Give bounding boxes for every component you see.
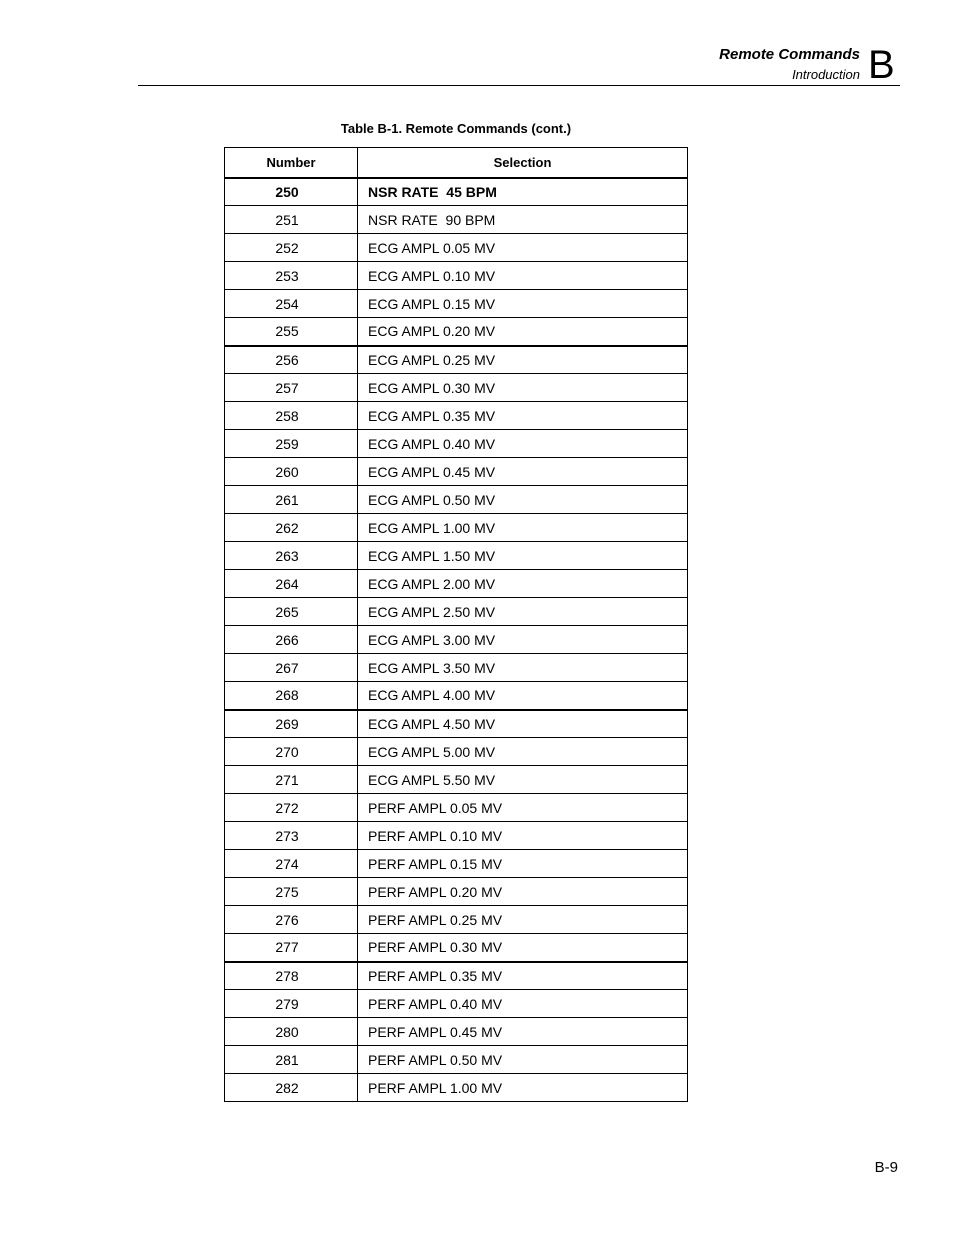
command-number: 280 [225, 1018, 358, 1046]
command-selection: PERF AMPL 0.20 MV [358, 878, 688, 906]
table-row [225, 766, 688, 794]
command-number: 281 [225, 1046, 358, 1074]
command-selection: ECG AMPL 1.50 MV [358, 542, 688, 570]
table-row [225, 794, 688, 822]
command-selection: ECG AMPL 3.50 MV [358, 654, 688, 682]
command-number: 264 [225, 570, 358, 598]
command-number: 270 [225, 738, 358, 766]
table-caption: Table B-1. Remote Commands (cont.) [340, 121, 572, 136]
command-number: 254 [225, 290, 358, 318]
command-selection: PERF AMPL 0.35 MV [358, 962, 688, 990]
command-number: 259 [225, 430, 358, 458]
table-row [225, 906, 688, 934]
table-row [225, 682, 688, 710]
command-selection: ECG AMPL 4.00 MV [358, 682, 688, 710]
command-selection: ECG AMPL 3.00 MV [358, 626, 688, 654]
command-number: 279 [225, 990, 358, 1018]
command-number: 271 [225, 766, 358, 794]
command-number: 251 [225, 206, 358, 234]
table-body [225, 178, 688, 1102]
command-selection: ECG AMPL 0.25 MV [358, 346, 688, 374]
table-row [225, 878, 688, 906]
command-number: 258 [225, 402, 358, 430]
table-row [225, 654, 688, 682]
table-row [225, 934, 688, 962]
command-selection: ECG AMPL 0.35 MV [358, 402, 688, 430]
table-row [225, 738, 688, 766]
command-number: 252 [225, 234, 358, 262]
command-number: 250 [225, 178, 358, 206]
table-row [225, 850, 688, 878]
table-row [225, 346, 688, 374]
command-selection: PERF AMPL 0.50 MV [358, 1046, 688, 1074]
command-selection: ECG AMPL 2.50 MV [358, 598, 688, 626]
command-number: 278 [225, 962, 358, 990]
command-selection: PERF AMPL 0.05 MV [358, 794, 688, 822]
table-header-row [225, 148, 688, 178]
command-selection: ECG AMPL 0.50 MV [358, 486, 688, 514]
command-selection: PERF AMPL 0.15 MV [358, 850, 688, 878]
appendix-letter: B [868, 43, 895, 87]
table-row [225, 374, 688, 402]
command-selection: ECG AMPL 0.05 MV [358, 234, 688, 262]
section-subtitle: Introduction [792, 67, 860, 82]
command-selection: PERF AMPL 0.10 MV [358, 822, 688, 850]
table-row [225, 486, 688, 514]
table-row [225, 570, 688, 598]
command-number: 273 [225, 822, 358, 850]
table-row [225, 990, 688, 1018]
command-number: 261 [225, 486, 358, 514]
command-number: 260 [225, 458, 358, 486]
table-row [225, 962, 688, 990]
table-row [225, 262, 688, 290]
table-row [225, 458, 688, 486]
remote-commands-table [224, 147, 688, 1102]
table-row [225, 598, 688, 626]
command-number: 274 [225, 850, 358, 878]
table-row [225, 1046, 688, 1074]
command-number: 262 [225, 514, 358, 542]
command-selection: PERF AMPL 0.30 MV [358, 934, 688, 962]
table-row [225, 234, 688, 262]
table-row [225, 1018, 688, 1046]
command-number: 276 [225, 906, 358, 934]
command-number: 255 [225, 318, 358, 346]
command-number: 263 [225, 542, 358, 570]
table-row [225, 542, 688, 570]
command-selection: ECG AMPL 5.50 MV [358, 766, 688, 794]
table-row [225, 822, 688, 850]
command-selection: ECG AMPL 0.20 MV [358, 318, 688, 346]
table-row [225, 290, 688, 318]
table-row [225, 318, 688, 346]
command-selection: NSR RATE 90 BPM [358, 206, 688, 234]
table-row [225, 514, 688, 542]
column-header-number: Number [225, 148, 358, 178]
command-number: 275 [225, 878, 358, 906]
command-number: 266 [225, 626, 358, 654]
command-selection: ECG AMPL 1.00 MV [358, 514, 688, 542]
command-number: 253 [225, 262, 358, 290]
column-header-selection: Selection [358, 148, 688, 178]
command-selection: ECG AMPL 5.00 MV [358, 738, 688, 766]
command-selection: ECG AMPL 0.45 MV [358, 458, 688, 486]
page-number: B-9 [874, 1159, 898, 1176]
command-selection: PERF AMPL 1.00 MV [358, 1074, 688, 1102]
command-selection: NSR RATE 45 BPM [358, 178, 688, 206]
command-selection: ECG AMPL 4.50 MV [358, 710, 688, 738]
table-row [225, 430, 688, 458]
header-divider [138, 85, 900, 86]
command-selection: ECG AMPL 0.10 MV [358, 262, 688, 290]
command-selection: ECG AMPL 0.15 MV [358, 290, 688, 318]
command-selection: ECG AMPL 0.30 MV [358, 374, 688, 402]
table-row [225, 1074, 688, 1102]
command-selection: PERF AMPL 0.25 MV [358, 906, 688, 934]
command-number: 272 [225, 794, 358, 822]
table-row [225, 710, 688, 738]
table-row [225, 206, 688, 234]
command-selection: ECG AMPL 0.40 MV [358, 430, 688, 458]
command-number: 282 [225, 1074, 358, 1102]
command-selection: PERF AMPL 0.40 MV [358, 990, 688, 1018]
command-number: 277 [225, 934, 358, 962]
command-selection: ECG AMPL 2.00 MV [358, 570, 688, 598]
command-number: 269 [225, 710, 358, 738]
table-row [225, 402, 688, 430]
command-number: 256 [225, 346, 358, 374]
section-title: Remote Commands [719, 46, 860, 63]
table-row [225, 626, 688, 654]
table-row [225, 178, 688, 206]
command-number: 267 [225, 654, 358, 682]
command-number: 268 [225, 682, 358, 710]
command-number: 265 [225, 598, 358, 626]
command-selection: PERF AMPL 0.45 MV [358, 1018, 688, 1046]
command-number: 257 [225, 374, 358, 402]
